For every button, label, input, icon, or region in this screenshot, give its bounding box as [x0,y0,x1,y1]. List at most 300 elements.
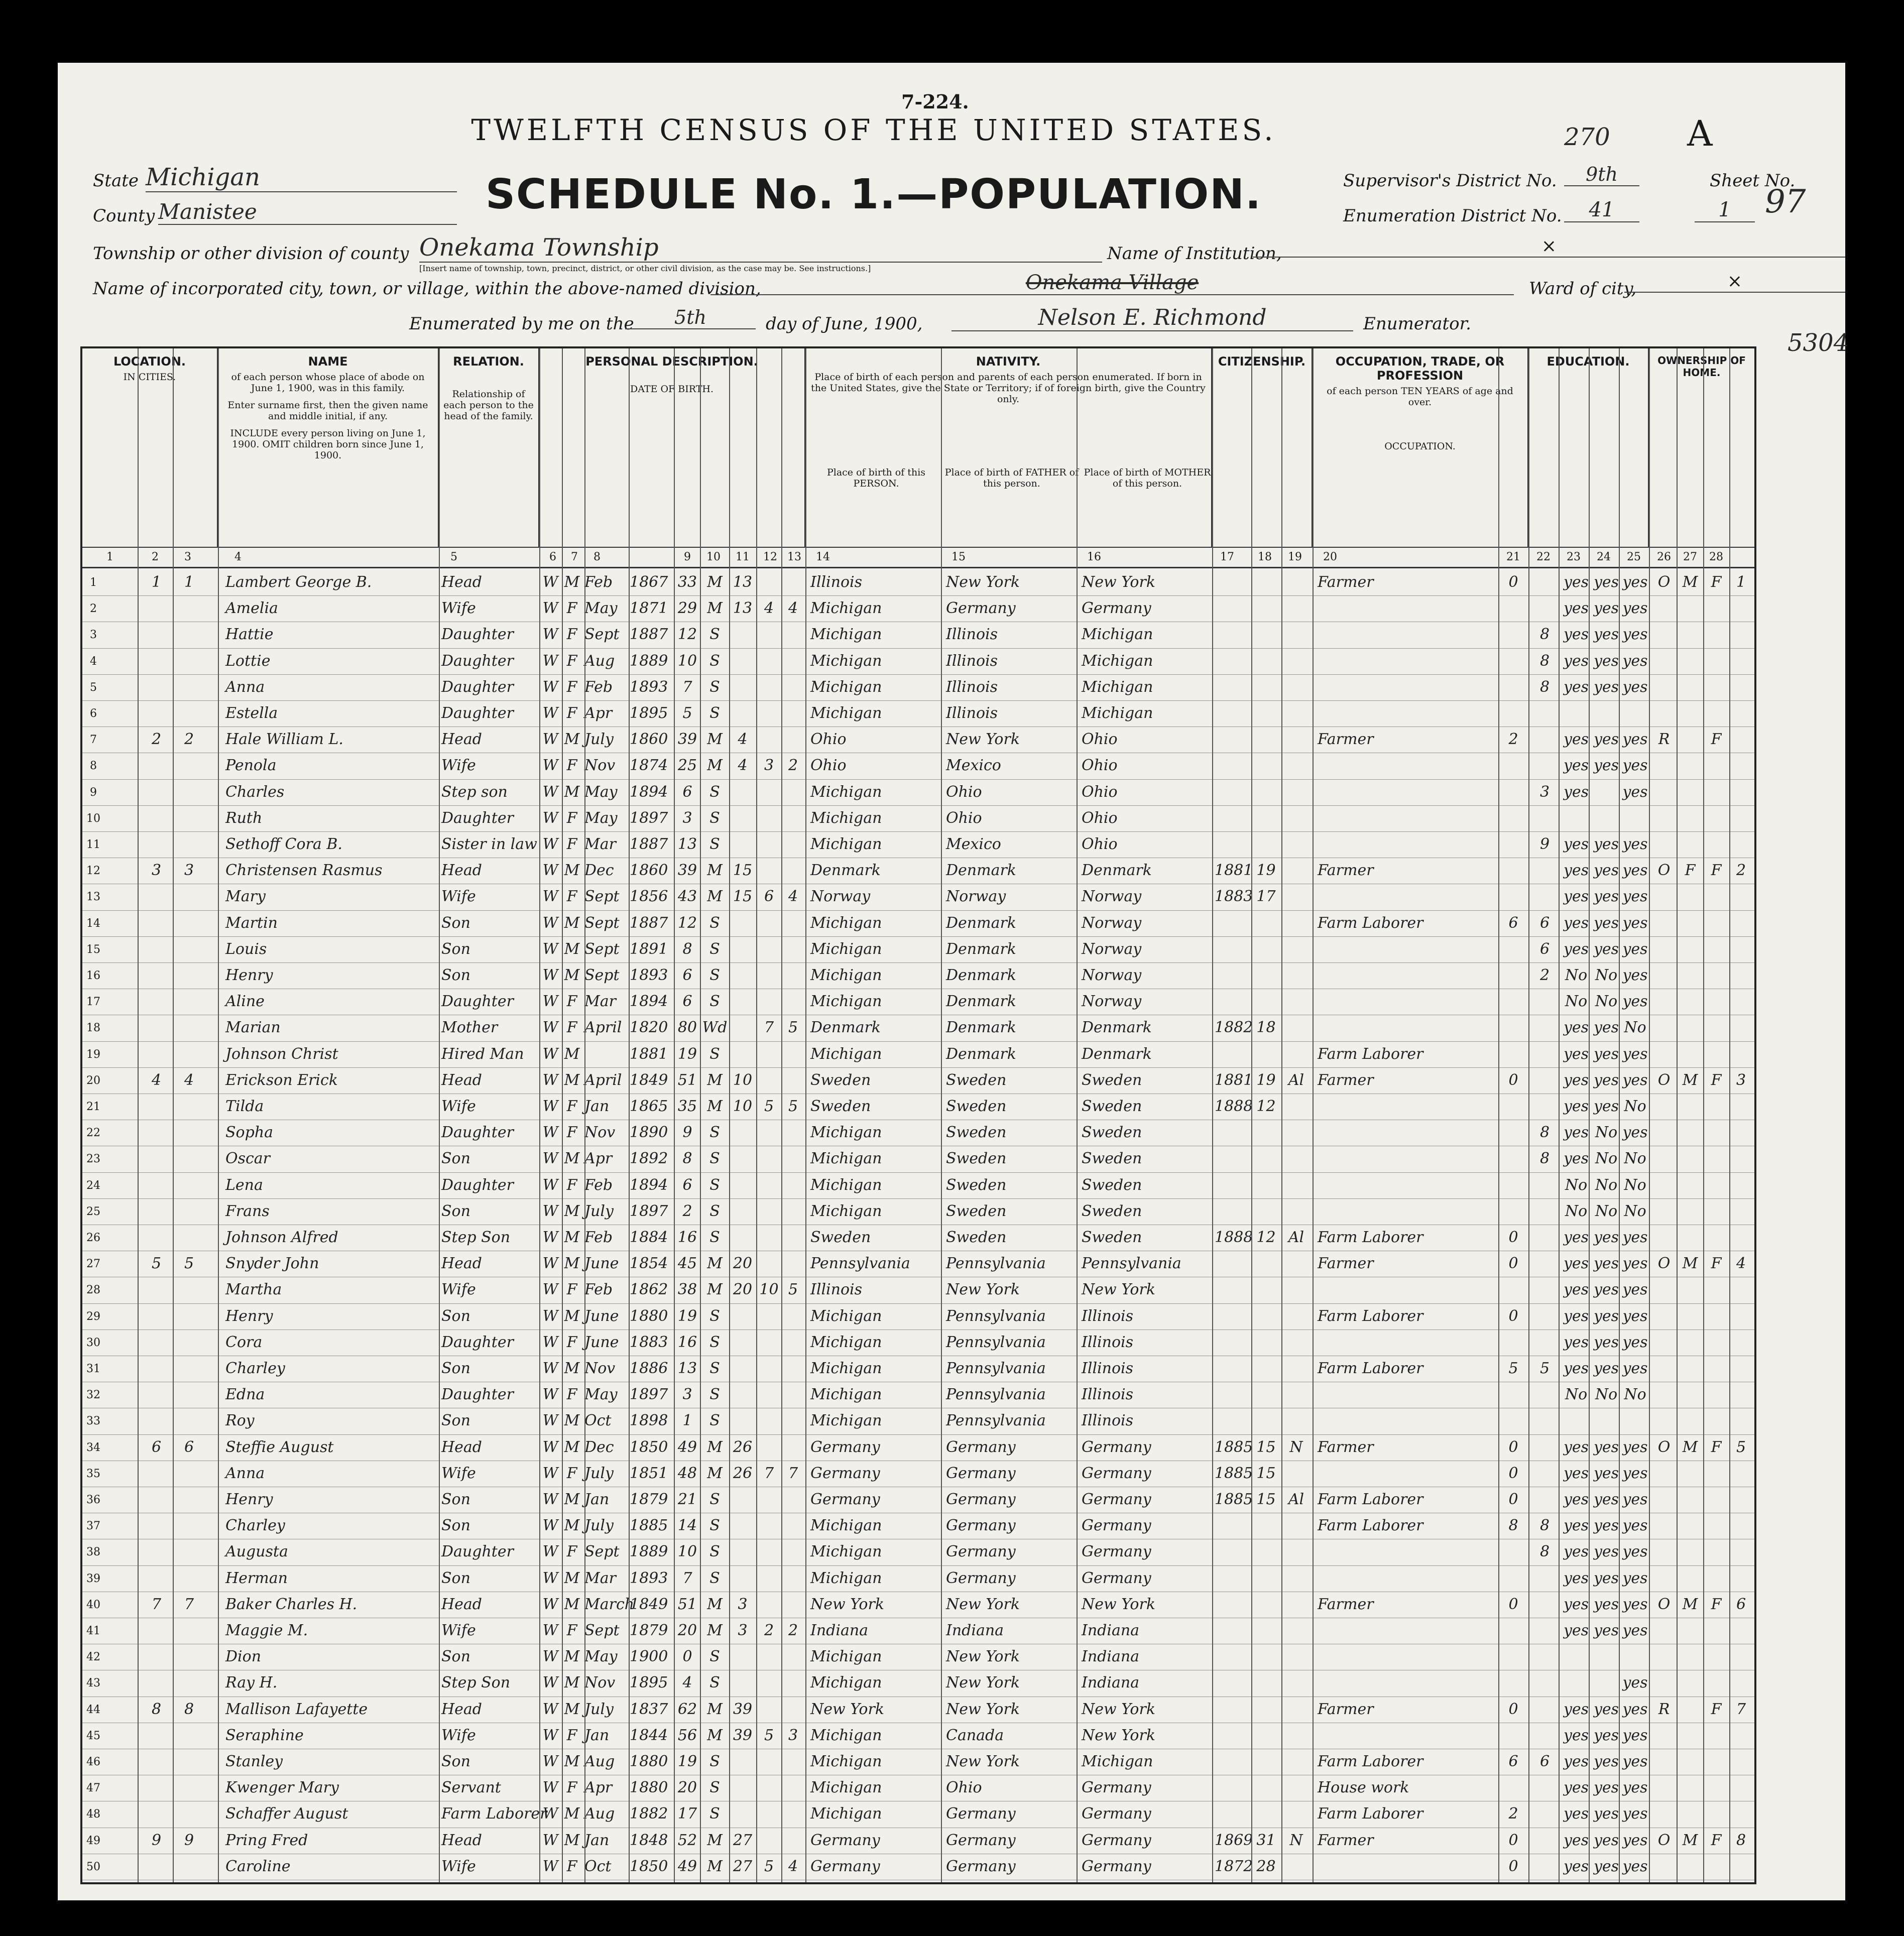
column-number: 26 [1657,551,1671,563]
cell-fam: 7 [184,1595,194,1613]
cell-mar: S [709,1333,720,1351]
cell-rel: Head [441,731,483,749]
cell-yrs: 13 [733,599,753,618]
cell-mar: S [709,678,720,696]
cell-imm: 1888 [1215,1098,1253,1115]
cell-bm: Pennsylvania [1082,1255,1181,1273]
cell-mar: M [707,1255,723,1273]
cell-en: yes [1622,1360,1648,1377]
cell-rd: yes [1563,573,1589,591]
enum-day: 5th [625,306,756,329]
cell-sex: F [566,757,577,775]
cell-rel: Head [441,1438,483,1456]
row-number: 21 [86,1101,100,1113]
cell-year: 1874 [630,757,668,775]
cell-mar: M [707,1595,723,1613]
cell-rel: Head [441,1071,483,1089]
cell-name: Seraphine [225,1726,304,1744]
cell-emp: 0 [1508,1071,1518,1089]
cell-age: 14 [677,1517,697,1535]
cell-bf: Denmark [946,993,1016,1011]
cell-mort: F [1685,862,1696,880]
cell-yrs: 39 [733,1700,753,1718]
cell-dw: 8 [151,1700,162,1718]
row-rule [82,1434,1754,1435]
row-number: 11 [86,838,100,851]
cell-bf: Illinois [946,678,998,696]
cell-mar: S [709,1491,720,1508]
cell-bp: Germany [810,1857,880,1875]
cell-mort: M [1682,1071,1698,1089]
ward-value: × [1624,271,1845,293]
row-number: 24 [86,1179,100,1192]
cell-bp: Michigan [810,1517,882,1535]
cell-sex: F [566,1176,577,1194]
cell-year: 1889 [630,1543,668,1561]
cell-age: 9 [682,1124,692,1142]
column-number: 20 [1323,551,1337,563]
cell-wr: yes [1593,652,1619,670]
cell-en: yes [1622,1517,1648,1535]
cell-c1: 2 [764,1622,774,1639]
cell-month: June [584,1307,619,1325]
cell-c2: 2 [788,757,798,775]
cell-en: yes [1622,1595,1648,1613]
cell-rel: Wife [441,888,476,906]
cell-month: May [584,599,618,618]
cell-en: yes [1622,1255,1648,1273]
cell-nat: Al [1288,1491,1304,1508]
cell-month: Sept [584,914,620,932]
cell-color: W [542,940,558,958]
occupation-desc: of each person TEN YEARS of age and over. [1327,386,1513,408]
cell-color: W [542,966,558,984]
column-divider [218,348,219,1882]
cell-yrs: 15 [733,862,753,880]
cell-age: 6 [682,1176,692,1194]
row-number: 2 [90,602,97,616]
cell-sex: M [564,966,580,984]
column-number: 8 [593,551,601,563]
cell-year: 1862 [630,1281,668,1299]
enum-prefix: Enumerated by me on the [409,314,634,334]
cell-age: 16 [677,1333,697,1351]
cell-month: Aug [584,1805,615,1823]
cell-sex: M [564,1150,580,1168]
cell-rel: Son [441,1150,470,1168]
cell-month: Dec [584,862,614,880]
cell-emp: 0 [1508,1438,1518,1456]
cell-age: 7 [682,678,692,696]
cell-fs: 4 [1736,1255,1746,1273]
cell-rd: No [1565,966,1588,984]
cell-age: 13 [677,835,697,853]
cell-imm: 1882 [1215,1019,1253,1037]
cell-name: Charley [225,1360,285,1377]
cell-month: May [584,809,618,827]
cell-age: 35 [677,1098,697,1115]
nativity-header [805,348,1212,547]
cell-name: Cora [225,1333,263,1351]
cell-bf: Sweden [946,1176,1007,1194]
cell-yus: 18 [1256,1019,1276,1037]
cell-bp: Michigan [810,835,882,853]
cell-dw: 1 [151,573,162,591]
row-number: 32 [86,1389,100,1402]
row-number: 35 [86,1467,100,1480]
cell-yrs: 15 [733,888,753,906]
column-divider [1589,348,1590,1882]
cell-wr: yes [1593,1071,1619,1089]
institution-value: × [1253,236,1845,258]
cell-color: W [542,704,558,722]
cell-own: R [1658,731,1670,749]
cell-bm: Michigan [1082,652,1153,670]
cell-bf: Indiana [946,1622,1004,1639]
column-number: 13 [787,551,801,563]
cell-bp: Michigan [810,1805,882,1823]
cell-fs: 6 [1736,1595,1746,1613]
cell-year: 1820 [630,1019,668,1037]
cell-en: No [1624,1150,1646,1168]
cell-age: 21 [677,1491,697,1508]
cell-mar: S [709,966,720,984]
ward-label: Ward of city, [1529,279,1637,299]
cell-sex: M [564,1831,580,1849]
cell-month: March [584,1595,635,1613]
cell-rd: yes [1563,1831,1589,1849]
cell-occ: Farmer [1318,1831,1374,1849]
cell-bf: Germany [946,1805,1016,1823]
cell-bm: Denmark [1082,1045,1152,1063]
cell-bm: New York [1082,1595,1155,1613]
cell-rd: yes [1563,1805,1589,1823]
cell-rel: Wife [441,1098,476,1115]
cell-yrs: 3 [738,1622,748,1639]
cell-sch: 8 [1539,652,1550,670]
cell-age: 51 [677,1071,697,1089]
nativity-title: NATIVITY. [976,354,1041,369]
column-divider [1649,348,1650,1882]
cell-bp: Sweden [810,1071,871,1089]
cell-color: W [542,1595,558,1613]
cell-month: July [584,1700,614,1718]
cell-sch: 3 [1539,783,1550,801]
cell-bm: Germany [1082,1569,1151,1587]
cell-month: Apr [584,1779,613,1797]
cell-bp: Denmark [810,862,881,880]
cell-c2: 7 [788,1464,798,1482]
cell-yrs: 26 [733,1438,753,1456]
cell-color: W [542,1202,558,1220]
cell-sex: F [566,1464,577,1482]
cell-bf: Pennsylvania [946,1255,1046,1273]
cell-color: W [542,1307,558,1325]
row-number: 49 [86,1834,100,1847]
row-number: 43 [86,1677,100,1690]
cell-mar: S [709,1674,720,1692]
cell-own: O [1657,1831,1671,1849]
cell-name: Augusta [225,1543,288,1561]
cell-wr: yes [1593,835,1619,853]
cell-age: 2 [682,1202,692,1220]
cell-bf: Sweden [946,1202,1007,1220]
column-divider [729,348,730,1882]
cell-bm: New York [1082,1281,1155,1299]
cell-bm: Indiana [1082,1622,1140,1639]
cell-sch: 5 [1539,1360,1550,1377]
cell-color: W [542,1333,558,1351]
cell-wr: yes [1593,1019,1619,1037]
cell-bm: Illinois [1082,1386,1134,1404]
cell-yrs: 26 [733,1464,753,1482]
cell-mort: M [1682,1595,1698,1613]
cell-month: Sept [584,888,620,906]
cell-dw: 6 [151,1438,162,1456]
column-divider [1212,348,1213,1882]
cell-wr: yes [1593,1831,1619,1849]
cell-mar: M [707,1857,723,1875]
cell-rd: yes [1563,1464,1589,1482]
cell-year: 1883 [630,1333,668,1351]
education-title: EDUCATION. [1546,354,1630,369]
cell-nat: Al [1288,1071,1304,1089]
cell-name: Ray H. [225,1674,278,1692]
row-number: 6 [90,707,97,720]
cell-month: Dec [584,1438,614,1456]
cell-bp: Michigan [810,626,882,644]
cell-sex: M [564,1517,580,1535]
cell-bm: Germany [1082,1779,1151,1797]
cell-color: W [542,1648,558,1666]
row-rule [82,805,1754,806]
cell-age: 5 [682,704,692,722]
cell-rel: Servant [441,1779,501,1797]
cell-mar: M [707,599,723,618]
cell-rd: yes [1563,1124,1589,1142]
cell-year: 1891 [630,940,668,958]
column-divider [1077,348,1078,1882]
cell-month: May [584,1648,618,1666]
cell-bf: Ohio [946,783,982,801]
cell-rel: Daughter [441,1386,514,1404]
row-number: 37 [86,1520,100,1533]
cell-color: W [542,652,558,670]
row-rule [82,1303,1754,1304]
cell-emp: 6 [1508,1753,1518,1770]
cell-wr: yes [1593,1595,1619,1613]
cell-year: 1849 [630,1071,668,1089]
cell-en: yes [1622,626,1648,644]
cell-rel: Sister in law [441,835,537,853]
row-rule [82,962,1754,963]
cell-occ: Farmer [1318,1438,1374,1456]
cell-mar: S [709,1229,720,1246]
cell-year: 1895 [630,704,668,722]
cell-en: yes [1622,1124,1648,1142]
cell-c2: 4 [788,1857,798,1875]
cell-bf: Denmark [946,966,1016,984]
cell-sex: F [566,704,577,722]
cell-name: Estella [225,704,278,722]
cell-c1: 4 [764,599,774,618]
supervisor-label: Supervisor's District No. [1343,171,1557,191]
cell-sex: M [564,731,580,749]
cell-sex: F [566,1543,577,1561]
cell-year: 1886 [630,1360,668,1377]
cell-bm: Michigan [1082,678,1153,696]
cell-bp: Michigan [810,1779,882,1797]
cell-imm: 1881 [1215,1071,1253,1089]
cell-year: 1884 [630,1229,668,1246]
row-number: 12 [86,865,100,878]
cell-bf: Germany [946,1438,1016,1456]
cell-rel: Daughter [441,1333,514,1351]
cell-bf: Illinois [946,626,998,644]
cell-bm: Denmark [1082,1019,1152,1037]
cell-wr: yes [1593,1779,1619,1797]
cell-age: 25 [677,757,697,775]
cell-bf: Illinois [946,704,998,722]
cell-sex: M [564,1412,580,1430]
cell-year: 1867 [630,573,668,591]
cell-occ: Farmer [1318,1595,1374,1613]
cell-yrs: 39 [733,1726,753,1744]
cell-bf: Illinois [946,652,998,670]
cell-yus: 19 [1256,862,1276,880]
cell-dw: 2 [151,731,162,749]
cell-en: yes [1622,1071,1648,1089]
cell-rd: yes [1563,1255,1589,1273]
cell-age: 45 [677,1255,697,1273]
column-divider [781,348,782,1882]
cell-mar: M [707,1071,723,1089]
cell-color: W [542,1229,558,1246]
cell-sex: M [564,1071,580,1089]
row-number: 44 [86,1703,100,1716]
cell-color: W [542,809,558,827]
cell-dw: 7 [151,1595,162,1613]
cell-sex: M [564,1229,580,1246]
cell-mar: M [707,1700,723,1718]
cell-rel: Step son [441,783,508,801]
cell-rd: yes [1563,1438,1589,1456]
cell-bf: Sweden [946,1124,1007,1142]
cell-sex: M [564,1753,580,1770]
cell-c2: 5 [788,1281,798,1299]
cell-en: yes [1622,652,1648,670]
cell-age: 39 [677,862,697,880]
cell-rel: Son [441,940,470,958]
cell-c2: 5 [788,1098,798,1115]
cell-bf: Denmark [946,1019,1016,1037]
cell-bf: Canada [946,1726,1004,1744]
cell-bf: Germany [946,1491,1016,1508]
relation-desc: Relationship of each person to the head of the family. [443,389,534,422]
cell-sex: F [566,599,577,618]
township-value: Onekama Township [419,233,1102,263]
cell-mar: S [709,940,720,958]
location-header [82,348,218,547]
cell-age: 43 [677,888,697,906]
cell-rel: Head [441,1255,483,1273]
cell-bm: New York [1082,1726,1155,1744]
cell-sch: 9 [1539,835,1550,853]
cell-name: Mallison Lafayette [225,1700,368,1718]
location-title: LOCATION. [113,354,186,369]
cell-age: 19 [677,1753,697,1770]
cell-name: Lena [225,1176,263,1194]
row-rule [82,700,1754,701]
cell-imm: 1881 [1215,862,1253,880]
cell-name: Baker Charles H. [225,1595,358,1613]
cell-month: July [584,1202,614,1220]
cell-month: Feb [584,1281,613,1299]
cell-en: yes [1622,1307,1648,1325]
cell-bf: Sweden [946,1071,1007,1089]
cell-year: 1882 [630,1805,668,1823]
cell-name: Charles [225,783,285,801]
cell-bm: Denmark [1082,862,1152,880]
cell-dw: 9 [151,1831,162,1849]
cell-bm: Ohio [1082,731,1118,749]
cell-bf: Germany [946,1831,1016,1849]
column-number: 3 [184,551,191,563]
cell-bp: Michigan [810,1648,882,1666]
name-title: NAME [308,354,348,369]
cell-rd: yes [1563,1700,1589,1718]
cell-bf: New York [946,1700,1020,1718]
cell-bf: Denmark [946,862,1016,880]
cell-farm: F [1711,862,1722,880]
cell-name: Martha [225,1281,282,1299]
column-number-row [82,547,1754,568]
row-rule [82,1067,1754,1068]
township-label: Township or other division of county [93,244,409,264]
cell-bp: Michigan [810,1753,882,1770]
cell-sex: M [564,1648,580,1666]
cell-year: 1848 [630,1831,668,1849]
cell-wr: yes [1593,1569,1619,1587]
cell-year: 1856 [630,888,668,906]
cell-month: Oct [584,1412,612,1430]
row-rule [82,595,1754,596]
row-number: 5 [90,681,97,694]
cell-wr: yes [1593,573,1619,591]
column-number: 5 [450,551,457,563]
row-number: 31 [86,1363,100,1375]
cell-bm: Germany [1082,1517,1151,1535]
cell-occ: Farm Laborer [1318,1360,1423,1377]
cell-color: W [542,573,558,591]
cell-bp: Michigan [810,1674,882,1692]
cell-year: 1837 [630,1700,668,1718]
cell-bm: Indiana [1082,1648,1140,1666]
cell-bf: Germany [946,1517,1016,1535]
cell-en: yes [1622,888,1648,906]
cell-bp: Michigan [810,1386,882,1404]
cell-age: 3 [682,809,692,827]
cell-rel: Son [441,1569,470,1587]
cell-age: 3 [682,1386,692,1404]
cell-mar: S [709,783,720,801]
cell-name: Ruth [225,809,263,827]
cell-en: yes [1622,1045,1648,1063]
column-divider [539,348,540,1882]
cell-sex: F [566,993,577,1011]
cell-rd: No [1565,1176,1588,1194]
row-number: 47 [86,1782,100,1795]
